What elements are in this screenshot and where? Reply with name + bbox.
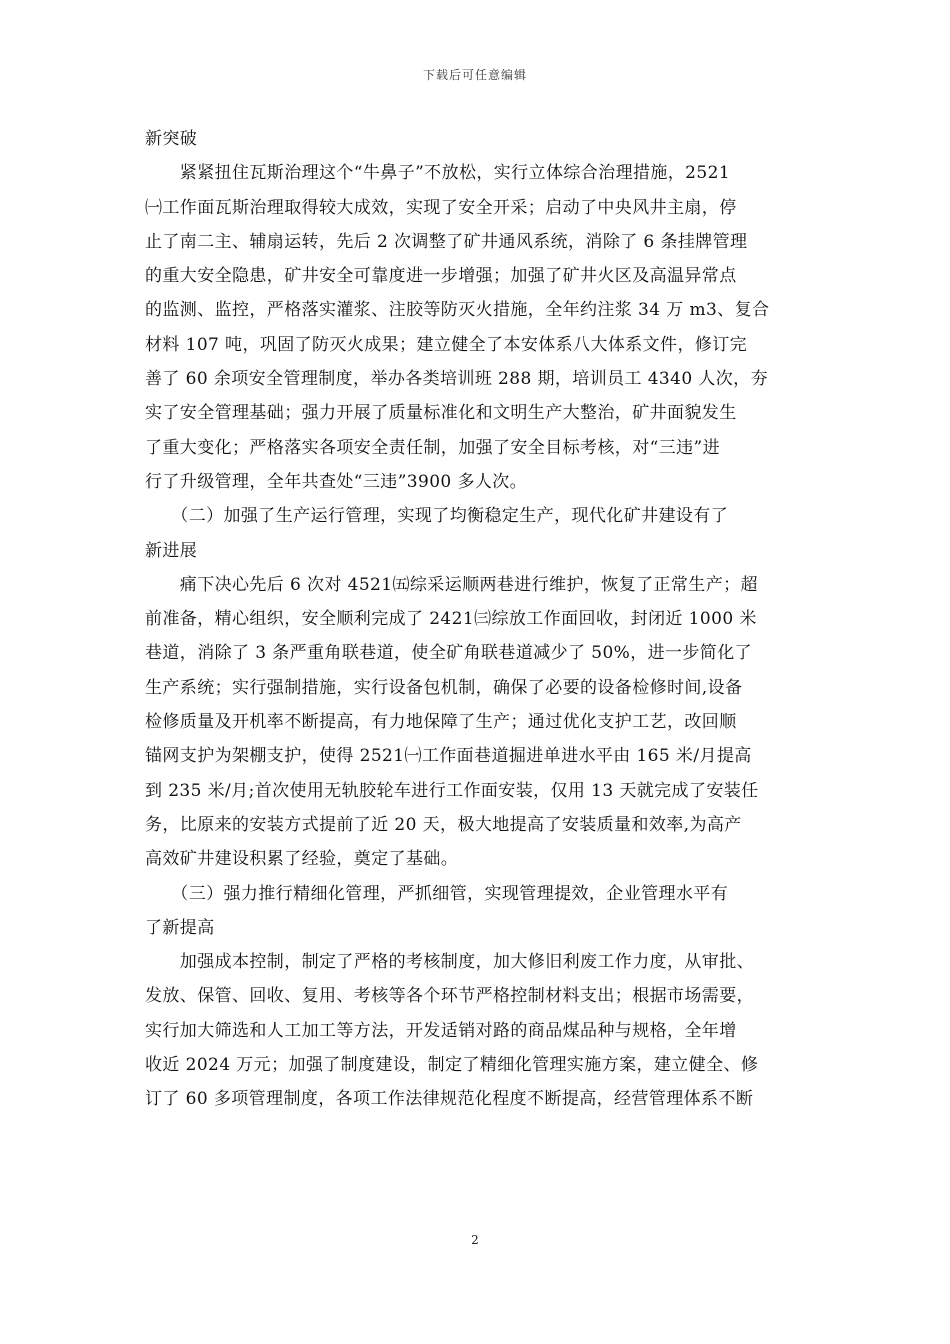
text-line: 的监测、监控，严格落实灌浆、注胶等防灭火措施，全年约注浆 34 万 m3、复合 bbox=[145, 300, 770, 321]
text-line: 订了 60 多项管理制度，各项工作法律规范化程度不断提高，经营管理体系不断 bbox=[145, 1089, 754, 1110]
section-heading-line: 了新提高 bbox=[145, 917, 215, 938]
page-header: 下载后可任意编辑 bbox=[422, 68, 527, 82]
text-line: 到 235 米/月;首次使用无轨胶轮车进行工作面安装，仅用 13 天就完成了安装任 bbox=[145, 780, 759, 801]
text-line: 务，比原来的安装方式提前了近 20 天，极大地提高了安装质量和效率,为高产 bbox=[145, 814, 742, 835]
section-heading-line: （二）加强了生产运行管理，实现了均衡稳定生产，现代化矿井建设有了 bbox=[145, 506, 729, 527]
text-line: 收近 2024 万元；加强了制度建设，制定了精细化管理实施方案，建立健全、修 bbox=[145, 1055, 759, 1076]
text-line: 行了升级管理，全年共查处“三违”3900 多人次。 bbox=[145, 471, 528, 492]
text-line: 材料 107 吨，巩固了防灭火成果；建立健全了本安体系八大体系文件，修订完 bbox=[145, 334, 748, 355]
text-line: 善了 60 余项安全管理制度，举办各类培训班 288 期，培训员工 4340 人次，夯 bbox=[145, 369, 768, 390]
text-line: ㈠工作面瓦斯治理取得较大成效，实现了安全开采；启动了中央风井主扇，停 bbox=[145, 197, 737, 218]
section-heading-line: （三）强力推行精细化管理，严抓细管，实现管理提效，企业管理水平有 bbox=[145, 883, 729, 904]
text-line: 实了安全管理基础；强力开展了质量标准化和文明生产大整治，矿井面貌发生 bbox=[145, 403, 737, 424]
text-line: 巷道，消除了 3 条严重角联巷道，使全矿角联巷道减少了 50%，进一步简化了 bbox=[145, 643, 753, 664]
text-line: 前准备，精心组织，安全顺利完成了 2421㈢综放工作面回收，封闭近 1000 米 bbox=[145, 609, 757, 630]
text-line: 发放、保管、回收、复用、考核等各个环节严格控制材料支出；根据市场需要， bbox=[145, 986, 754, 1007]
text-line: 加强成本控制，制定了严格的考核制度，加大修旧利废工作力度，从审批、 bbox=[145, 952, 754, 973]
text-line: 的重大安全隐患，矿井安全可靠度进一步增强；加强了矿井火区及高温异常点 bbox=[145, 266, 737, 287]
text-line: 检修质量及开机率不断提高，有力地保障了生产；通过优化支护工艺，改回顺 bbox=[145, 712, 737, 733]
text-line: 生产系统；实行强制措施，实行设备包机制，确保了必要的设备检修时间,设备 bbox=[145, 677, 743, 698]
text-line: 痛下决心先后 6 次对 4521㈤综采运顺两巷进行维护，恢复了正常生产；超 bbox=[145, 574, 758, 595]
text-line: 高效矿井建设积累了经验，奠定了基础。 bbox=[145, 849, 459, 870]
text-line: 止了南二主、辅扇运转，先后 2 次调整了矿井通风系统，消除了 6 条挂牌管理 bbox=[145, 231, 748, 252]
text-line: 锚网支护为架棚支护，使得 2521㈠工作面巷道掘进单进水平由 165 米/月提高 bbox=[145, 746, 752, 767]
section-heading-line: 新进展 bbox=[145, 540, 198, 561]
text-line: 紧紧扭住瓦斯治理这个“牛鼻子”不放松，实行立体综合治理措施，2521 bbox=[145, 163, 731, 184]
text-line: 了重大变化；严格落实各项安全责任制，加强了安全目标考核，对“三违”进 bbox=[145, 437, 720, 458]
text-line: 新突破 bbox=[145, 129, 198, 149]
page-number: 2 bbox=[471, 1233, 479, 1247]
text-line: 实行加大筛选和人工加工等方法，开发适销对路的商品煤品种与规格，全年增 bbox=[145, 1020, 737, 1041]
body-text bbox=[145, 122, 807, 1117]
